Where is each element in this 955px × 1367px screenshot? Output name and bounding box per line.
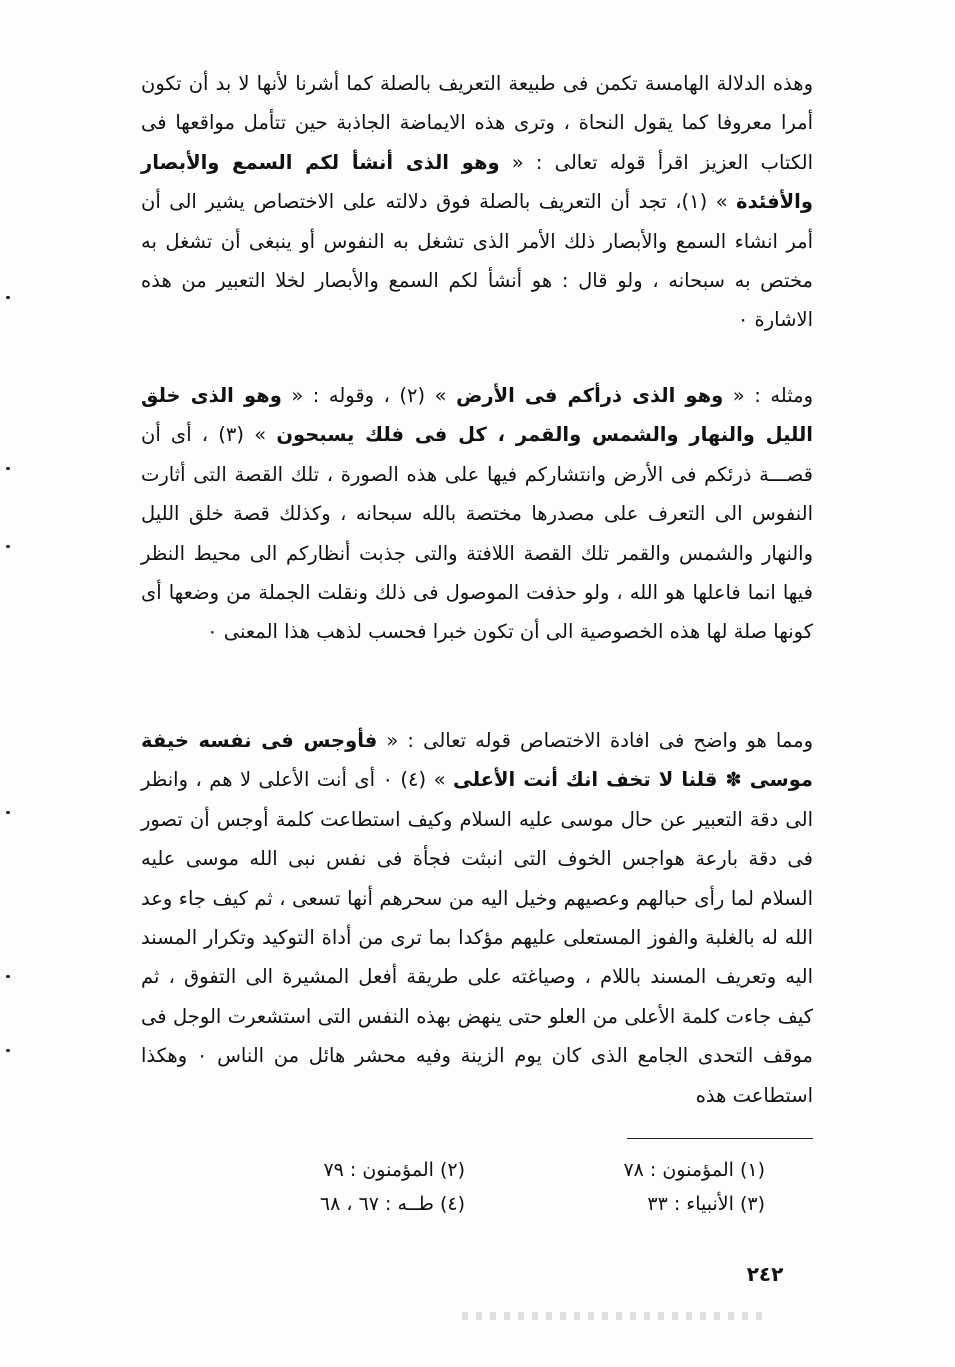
paragraph-1 [141, 64, 813, 340]
footnote-3: (٣) الأنبياء : ٣٣ [647, 1193, 765, 1215]
scan-noise [462, 1312, 762, 1320]
text-segment: » (٤) ٠ أى أنت الأعلى لا هم ، وانظر الى دقة التعبير عن حال موسى عليه السلام وكيف استطاعت كلمة أوجس أن تصور فى دقة بارعة هواجس الخوف التى انبثت فجأة فى نفس نبى الله موسى عليه السلام لما رأى حبالهم وعصيهم وخيل اليه من سحرهم أنها تسعى ، ثم كيف جاء وعد الله له بالغلبة والفوز المستعلى عليهم مؤكدا بما ترى من أداة التوكيد وتكرار المسند اليه وتعريف المسند باللام ، وصياغته على طريقة أفعل المشيرة الى التفوق ، ثم كيف جاءت كلمة الأعلى من العلو حتى ينهض بهذه النفس التى استشعرت الوجل فى موقف التحدى الجامع الذى كان يوم الزينة وفيه محشر هائل من الناس ٠ وهكذا استطاعت هذه [141, 768, 813, 1107]
paragraph-2 [141, 376, 813, 652]
footnote-row-1 [141, 1153, 813, 1187]
scan-edge-mark [6, 296, 10, 299]
quran-quote: وهو الذى ذرأكم فى الأرض [456, 384, 724, 407]
text-segment: وهذه الدلالة الهامسة تكمن فى طبيعة التعريف بالصلة كما أشرنا لأنها لا بد أن تكون أمرا معروفا كما يقول النحاة ، وترى هذه الايماضة الجاذبة حين تتأمل مواقعها فى الكتاب العزيز اقرأ قوله تعالى : « [141, 72, 813, 174]
text-segment: » (٢) ، وقوله : « [281, 384, 457, 407]
footnote-4: (٤) طــه : ٦٧ ، ٦٨ [319, 1193, 465, 1215]
paragraph-3-text [141, 721, 813, 1115]
quran-quote: فأوجس فى نفسه خيفة موسى ✽ قلنا لا تخف انك أنت الأعلى [141, 729, 814, 792]
quran-quote: وهو الذى خلق الليل والنهار والشمس والقمر ، كل فى فلك يسبحون [141, 384, 813, 447]
scan-edge-mark [6, 975, 10, 978]
footnote-1: (١) المؤمنون : ٧٨ [623, 1159, 765, 1181]
scan-edge-mark [6, 545, 10, 548]
page-number: ٢٤٢ [746, 1262, 784, 1286]
text-segment: ومثله : « [723, 384, 813, 407]
footnote-2: (٢) المؤمنون : ٧٩ [323, 1159, 465, 1181]
paragraph-1-text [141, 64, 813, 340]
footnote-row-2 [141, 1187, 813, 1221]
paragraph-3 [141, 721, 813, 1115]
scan-edge-mark [6, 1049, 10, 1052]
scan-edge-mark [6, 467, 10, 470]
text-segment: ومما هو واضح فى افادة الاختصاص قوله تعالى : « [377, 729, 813, 752]
text-segment: » (١)، تجد أن التعريف بالصلة فوق دلالته على الاختصاص يشير الى أن أمر انشاء السمع والأبصار ذلك الأمر الذى تشغل به النفوس أو ينبغى أن تشغل به مختص به سبحانه ، ولو قال : هو أنشأ لكم السمع والأبصار لخلا التعبير من هذه الاشارة ٠ [141, 190, 813, 332]
paragraph-2-text [141, 376, 813, 652]
quran-quote: وهو الذى أنشأ لكم السمع والأبصار والأفئدة [141, 150, 813, 214]
footnote-separator [627, 1138, 813, 1139]
text-segment: » (٣) ، أى أن قصـــة ذرئكم فى الأرض وانتشاركم فيها على هذه الصورة ، تلك القصة التى أثارت النفوس الى التعرف على مصدرها مختصة بالله سبحانه ، وكذلك قصة خلق الليل والنهار والشمس والقمر تلك القصة اللافتة والتى جذبت أنظاركم الى محيط النظر فيها انما فاعلها هو الله ، ولو حذفت الموصول فى ذلك ونقلت الجملة من وضعها أى كونها صلة لها هذه الخصوصية الى أن تكون خبرا فحسب لذهب هذا المعنى ٠ [141, 423, 813, 644]
scan-edge-mark [6, 811, 10, 814]
footnotes [141, 1153, 813, 1221]
